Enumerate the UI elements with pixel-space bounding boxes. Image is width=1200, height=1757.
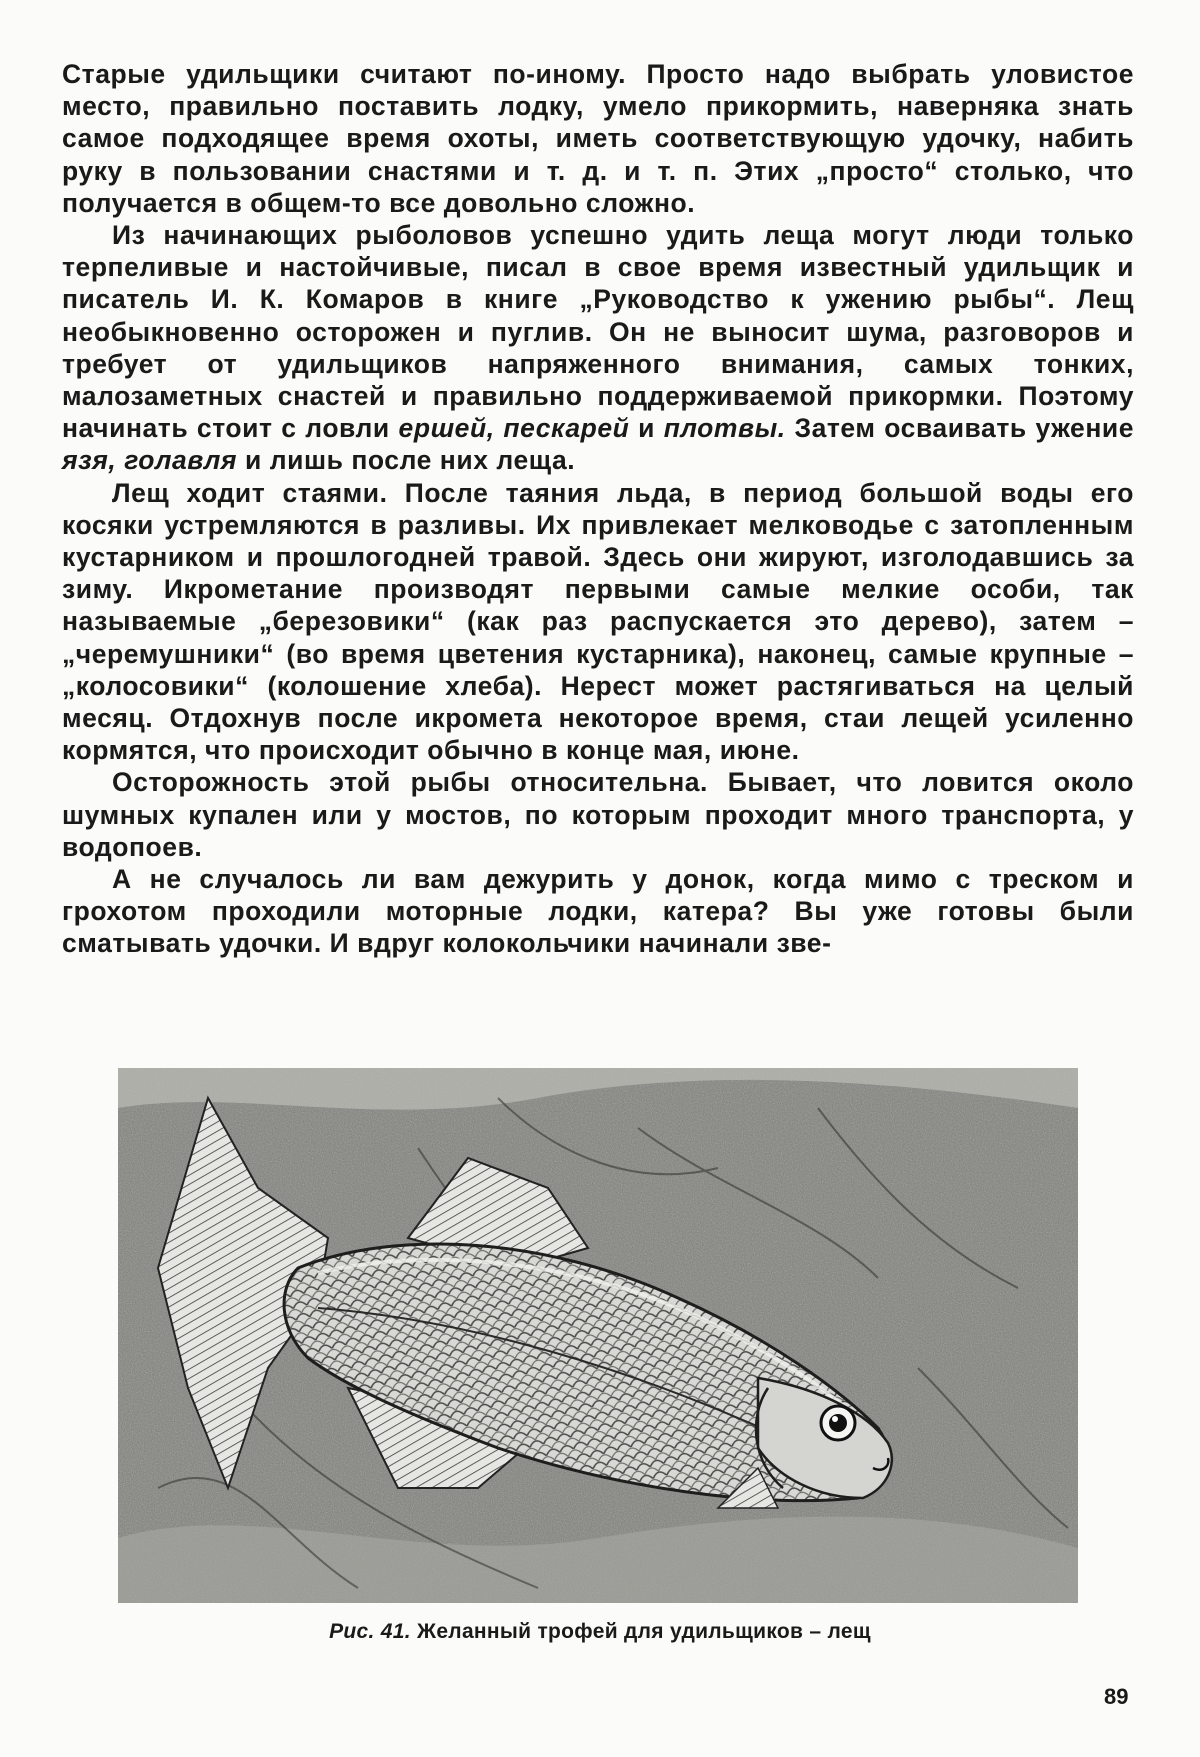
paragraph-3-lead: Лещ ходит стаями.: [112, 477, 388, 508]
figure-label: Рис. 41.: [329, 1620, 411, 1643]
body-text: [62, 58, 1134, 960]
paragraph-3-text: После таяния льда, в период большой воды его косяки устремляются в разливы. Их привлекает мелководье с затопленным кустарником и прошлогодней травой. Здесь они жируют, изголодавшись за зиму. Икрометание производят первыми самые мелкие особи, так называемые „березовики“ (как раз распускается это дерево), затем – „черемушники“ (во время цветения кустарника), наконец, самые крупные – „колосовики“ (колошение хлеба). Нерест может растягиваться на целый месяц. Отдохнув после икромета некоторое время, стаи лещей усиленно кормятся, что происходит обычно в конце мая, июне.: [62, 477, 1135, 766]
figure-caption: [0, 1620, 1200, 1644]
paragraph-5: [62, 863, 1134, 960]
paragraph-1-text: Старые удильщики считают по-иному. Просто надо выбрать уловистое место, правильно поставить лодку, умело прикормить, наверняка знать самое подходящее время охоты, иметь соответствующую удочку, набить руку в пользовании снастями и т. д. и т. п. Этих „просто“ столько, что получается в общем-то все довольно сложно.: [62, 59, 1134, 218]
paragraph-3: [62, 477, 1134, 767]
fish-names-3: язя, голавля: [62, 445, 238, 476]
paragraph-2-text-c: Затем осваивать ужение: [794, 413, 1135, 444]
fish-names-1: ершей, пескарей: [398, 413, 630, 444]
paragraph-4-lead: Осторожность этой рыбы относительна.: [112, 767, 708, 798]
figure-caption-text: Желанный трофей для удильщиков – лещ: [417, 1620, 871, 1643]
paragraph-4: [62, 766, 1134, 863]
bream-illustration: [118, 1068, 1078, 1603]
fish-names-2: плотвы.: [663, 413, 786, 444]
page-number: 89: [1104, 1684, 1129, 1709]
paragraph-2: [62, 219, 1134, 477]
bream-drawing: [118, 1068, 1078, 1603]
paragraph-4-text: Бывает, что ловится около шумных купален или у мостов, по которым проходит много транспорта, у водопоев.: [62, 767, 1134, 862]
paragraph-1: [62, 58, 1134, 219]
paragraph-2-text-d: и лишь после них леща.: [244, 445, 576, 476]
paragraph-2-text-a: Из начинающих рыболовов успешно удить леща могут люди только терпеливые и настойчивые, писал в свое время известный удильщик и писатель И. К. Комаров в книге „Руководство к ужению рыбы“. Лещ необыкновенно осторожен и пуглив. Он не выносит шума, разговоров и требует от удильщиков напряженного внимания, самых тонких, малозаметных снастей и правильно поддерживаемой прикормки. Поэтому начинать стоит с ловли: [62, 220, 1134, 444]
paragraph-2-text-b: и: [638, 413, 655, 444]
paragraph-5-text: А не случалось ли вам дежурить у донок, когда мимо с треском и грохотом проходили моторные лодки, катера? Вы уже готовы были сматывать удочки. И вдруг колокольчики начинали зве-: [62, 864, 1134, 959]
